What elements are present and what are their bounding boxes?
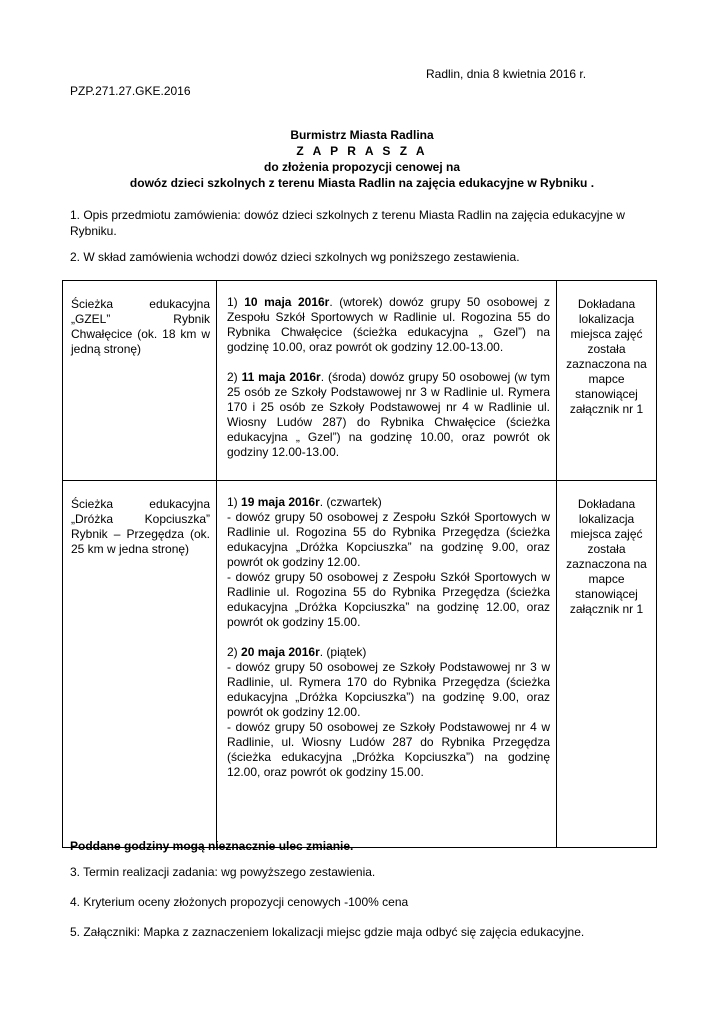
path-cell: Ścieżka edukacyjna „Dróżka Kopciuszka” Rybnik – Przegędza (ok. 25 km w jedna stronę) (63, 481, 217, 848)
schedule-item: 1) 19 maja 2016r. (czwartek) (227, 495, 382, 509)
hours-note: Poddane godziny mogą nieznacznie ulec zmianie. (70, 839, 354, 853)
schedule-item: 2) 20 maja 2016r. (piątek) (227, 645, 367, 659)
schedule-date: 10 maja 2016r (244, 295, 330, 309)
schedule-cell (217, 281, 557, 481)
schedule-subitem: - dowóz grupy 50 osobowej z Zespołu Szkół Sportowych w Radlinie ul. Rogozina 55 do Rybnika Przegędza (ścieżka edukacyjna „Dróżka Kopciuszka” na godzinę 9.00, oraz powrót ok godziny 12.00. (227, 510, 550, 569)
issuer-title: Burmistrz Miasta Radlina (290, 128, 434, 142)
schedule-cell (217, 481, 557, 848)
section-1: 1. Opis przedmiotu zamówienia: dowóz dzieci szkolnych z terenu Miasta Radlin na zajęcia edukacyjne w Rybniku. (70, 208, 625, 238)
section-2: 2. W skład zamówienia wchodzi dowóz dzieci szkolnych wg poniższego zestawienia. (70, 250, 520, 264)
schedule-item: 2) 11 maja 2016r. (środa) dowóz grupy 50 osobowej (w tym 25 osób ze Szkoły Podstawowej nr 3 w Radlinie ul. Rymera 170 i 25 osób ze Szkoły Podstawowej nr 4 w Radlinie ul. Wiosny Ludów 287) do Rybnika Chwałęcice (ścieżka edukacyjna „ Gzel”) na godzinę 10.00, oraz powrót ok godziny 12.00-13.00. (227, 370, 550, 459)
table-row (63, 481, 657, 848)
path-cell: Ścieżka edukacyjna „GZEL” Rybnik Chwałęcice (ok. 18 km w jedną stronę) (63, 281, 217, 481)
schedule-item: 1) 10 maja 2016r. (wtorek) dowóz grupy 50 osobowej z Zespołu Szkół Sportowych w Radlinie ul. Rogozina 55 do Rybnika Chwałęcice (ścieżka edukacyjna „ Gzel”) na godzinę 10.00, oraz powrót ok godziny 12.00-13.00. (227, 295, 550, 354)
section-3: 3. Termin realizacji zadania: wg powyższego zestawienia. (70, 865, 376, 879)
schedule-subitem: - dowóz grupy 50 osobowej ze Szkoły Podstawowej nr 4 w Radlinie, ul. Wiosny Ludów 287 do Rybnika Przegędza (ścieżka edukacyjna „Dróżka Kopciuszka”) na godzinę 12.00, oraz powrót ok godziny 15.00. (227, 720, 550, 779)
schedule-date: 11 maja 2016r (241, 370, 321, 384)
reference-number: PZP.271.27.GKE.2016 (70, 84, 191, 98)
place-date: Radlin, dnia 8 kwietnia 2016 r. (426, 67, 587, 81)
schedule-subitem: - dowóz grupy 50 osobowej z Zespołu Szkół Sportowych w Radlinie ul. Rogozina 55 do Rybnika Przegędza (ścieżka edukacyjna „Dróżka Kopciuszka” na godzinę 12.00, oraz powrót ok godziny 15.00. (227, 570, 550, 629)
subject-title: dowóz dzieci szkolnych z terenu Miasta Radlin na zajęcia edukacyjne w Rybniku . (129, 176, 595, 190)
location-cell: Dokładana lokalizacja miejsca zajęć została zaznaczona na mapce stanowiącej załącznik nr 1 (557, 481, 657, 848)
invitation-title: Z A P R A S Z A (296, 144, 428, 158)
schedule-table (62, 280, 657, 848)
section-4: 4. Kryterium oceny złożonych propozycji cenowych -100% cena (70, 895, 409, 909)
document-heading (0, 127, 724, 191)
location-cell: Dokładana lokalizacja miejsca zajęć została zaznaczona na mapce stanowiącej załącznik nr 1 (557, 281, 657, 481)
schedule-subitem: - dowóz grupy 50 osobowej ze Szkoły Podstawowej nr 3 w Radlinie, ul. Rymera 170 do Rybnika Przegędza (ścieżka edukacyjna „Dróżka Kopciuszka”) na godzinę 9.00, oraz powrót ok godziny 12.00. (227, 660, 550, 719)
schedule-date: 19 maja 2016r (241, 495, 320, 509)
schedule-date: 20 maja 2016r (241, 645, 320, 659)
subtitle: do złożenia propozycji cenowej na (263, 160, 461, 174)
section-5: 5. Załączniki: Mapka z zaznaczeniem lokalizacji miejsc gdzie maja odbyć się zajęcia edukacyjne. (70, 925, 585, 939)
table-row (63, 281, 657, 481)
